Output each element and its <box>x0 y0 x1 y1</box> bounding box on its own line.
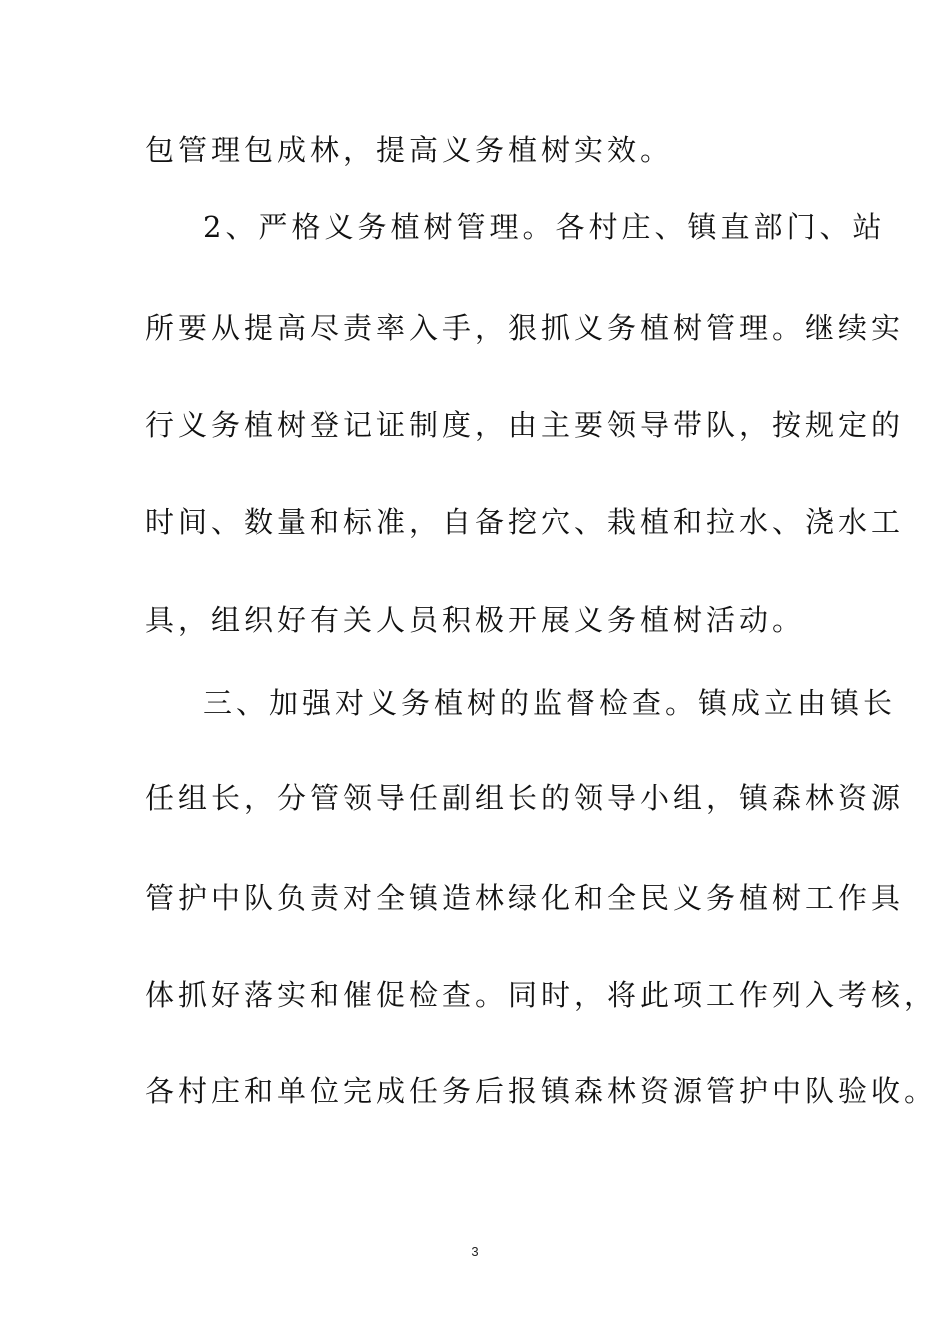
text-line-4: 行义务植树登记证制度，由主要领导带队，按规定的 <box>145 408 905 442</box>
text-line-1: 包管理包成林，提高义务植树实效。 <box>145 133 674 167</box>
text-line-5: 时间、数量和标准，自备挖穴、栽植和拉水、浇水工 <box>145 505 905 539</box>
page-number: 3 <box>471 1244 479 1259</box>
text-line-3: 所要从提高尽责率入手，狠抓义务植树管理。继续实 <box>145 311 905 345</box>
text-line-9: 管护中队负责对全镇造林绿化和全民义务植树工作具 <box>145 881 905 915</box>
text-line-10: 体抓好落实和催促检查。同时，将此项工作列入考核， <box>145 978 938 1012</box>
text-line-7: 三、加强对义务植树的监督检查。镇成立由镇长 <box>203 686 897 720</box>
text-line-8: 任组长，分管领导任副组长的领导小组，镇森林资源 <box>145 781 905 815</box>
text-line-11: 各村庄和单位完成任务后报镇森林资源管护中队验收。 <box>145 1074 938 1108</box>
text-line-2: 2、严格义务植树管理。各村庄、镇直部门、站 <box>203 210 886 244</box>
text-line-6: 具，组织好有关人员积极开展义务植树活动。 <box>145 603 806 637</box>
